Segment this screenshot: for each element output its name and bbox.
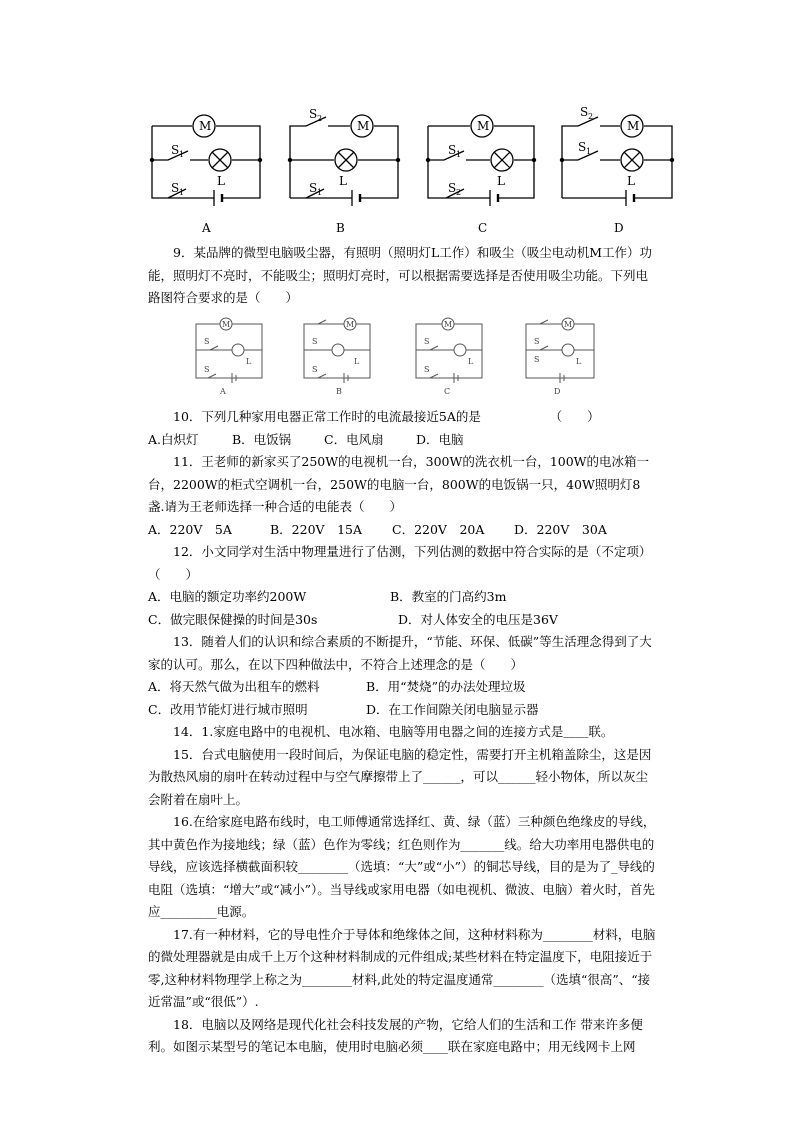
circuit-figure-abcd: [0, 0, 794, 240]
svg-text:A: A: [220, 387, 226, 396]
q11-option-b: B．220V 15A: [270, 521, 363, 537]
q10-option-b: B．电饭锅: [232, 431, 292, 447]
svg-text:1: 1: [456, 150, 462, 159]
question-14: 14．1.家庭电路中的电视机、电冰箱、电脑等用电器之间的连接方式是＿＿联。: [173, 724, 614, 739]
svg-text:S: S: [580, 105, 589, 119]
svg-text:B: B: [336, 387, 342, 396]
q12-option-a: A．电脑的额定功率约200W: [148, 589, 307, 604]
label-d: D: [614, 221, 624, 235]
svg-text:M: M: [444, 320, 453, 329]
question-12: 12．小文同学对生活中物理量进行了估测，下列估测的数据中符合实际的是（不定项）（ ）: [148, 544, 652, 582]
svg-text:2: 2: [456, 188, 462, 197]
question-10-options: [148, 429, 656, 452]
svg-text:S: S: [309, 107, 318, 121]
label-b: B: [336, 221, 345, 235]
circuit-b: [290, 115, 398, 206]
svg-text:1: 1: [317, 188, 323, 197]
svg-text:S: S: [312, 365, 318, 374]
q13-option-d: D．在工作间隙关闭电脑显示器: [366, 701, 539, 717]
svg-text:S: S: [309, 181, 318, 195]
question-16: 16.在给家庭电路布线时，电工师傅通常选择红、黄、绿（蓝）三种颜色绝缘皮的导线，其中黄色作为接地线；绿（蓝）色作为零线；红色则作为_______线。给大功率用电器供电的导线，应该选择横截面积较________（选填：“大”或“小”）的铜芯导线，目的是为了_导线的电阻（选填：“增大”或“减小”）。当导线或家用电器（如电视机、微波、电脑）着火时，首先应_________电源。: [148, 814, 656, 919]
question-12-options-ab: [148, 586, 656, 609]
q10-option-d: D．电脑: [416, 431, 464, 447]
question-11-options: [148, 519, 656, 542]
svg-text:S: S: [534, 337, 540, 346]
svg-text:L: L: [497, 174, 505, 188]
svg-text:D: D: [554, 387, 561, 396]
svg-text:M: M: [357, 119, 370, 133]
svg-text:M: M: [627, 119, 640, 133]
q10-option-c: C．电风扇: [324, 431, 384, 447]
label-a: A: [202, 221, 211, 235]
svg-text:M: M: [346, 320, 355, 329]
q10-option-a: A.白炽灯: [148, 431, 199, 447]
q12-option-b: B．教室的门高约3m: [390, 589, 507, 604]
svg-text:C: C: [444, 387, 451, 396]
svg-text:S: S: [204, 337, 210, 346]
q11-option-d: D．220V 30A: [514, 521, 607, 537]
svg-text:S: S: [171, 143, 180, 157]
svg-text:M: M: [222, 320, 231, 329]
q11-option-c: C．220V 20A: [392, 521, 485, 537]
svg-text:1: 1: [179, 150, 185, 159]
svg-text:L: L: [627, 174, 635, 188]
circuit-figure-q9: [0, 312, 794, 402]
q12-option-c: C．做完眼保健操的时间是30s: [148, 611, 318, 627]
svg-text:1: 1: [586, 147, 592, 156]
question-10: 10．下列几种家用电器正常工作时的电流最接近5A的是 （ ）: [173, 409, 600, 424]
question-12-options-cd: [148, 609, 656, 632]
svg-text:S: S: [424, 337, 430, 346]
q12-option-d: D．对人体安全的电压是36V: [398, 611, 558, 627]
svg-text:S: S: [424, 365, 430, 374]
svg-text:1: 1: [179, 188, 185, 197]
lamp-label: L: [217, 174, 225, 188]
svg-text:L: L: [576, 357, 582, 366]
question-9: 9．某品牌的微型电脑吸尘器，有照明（照明灯L工作）和吸尘（吸尘电动机M工作）功能，照明灯不亮时，不能吸尘；照明灯亮时，可以根据需要选择是否使用吸尘功能。下列电路图符合要求的是（ ）: [148, 245, 653, 305]
label-c: C: [478, 221, 488, 235]
question-15: 15．台式电脑使用一段时间后，为保证电脑的稳定性，需要打开主机箱盖除尘，这是因为散热风扇的扇叶在转动过程中与空气摩擦带上了______，可以______轻小物体，所以灰尘会附着在扇叶上。: [148, 746, 652, 807]
q13-option-c: C．改用节能灯进行城市照明: [148, 701, 308, 717]
svg-text:2: 2: [588, 112, 594, 121]
svg-text:M: M: [477, 119, 490, 133]
motor-label: M: [199, 119, 212, 133]
svg-text:S: S: [171, 181, 180, 195]
svg-text:S: S: [204, 365, 210, 374]
circuit-d: [562, 115, 672, 206]
svg-text:M: M: [564, 320, 573, 329]
q11-option-a: A．220V 5A: [148, 521, 232, 537]
question-11: 11．王老师的新家买了250W的电视机一台，300W的洗衣机一台，100W的电冰箱一台，2200W的柜式空调机一台，250W的电脑一台，800W的电饭锅一只，40W照明灯8盏.请为王老师选择一种合适的电能表（ ）: [148, 454, 650, 514]
svg-text:L: L: [246, 357, 252, 366]
svg-text:S: S: [312, 337, 318, 346]
svg-text:L: L: [468, 357, 474, 366]
question-18: 18．电脑以及网络是现代化社会科技发展的产物，它给人们的生活和工作 带来许多便利。如图示某型号的笔记本电脑，使用时电脑必须____联在家庭电路中；用无线网卡上网: [148, 1016, 643, 1054]
question-13-options-ab: [148, 676, 656, 699]
svg-text:L: L: [354, 357, 360, 366]
svg-text:L: L: [339, 174, 347, 188]
question-17: 17.有一种材料，它的导电性介于导体和绝缘体之间，这种材料称为________材料，电脑的微处理器就是由成千上万个这种材料制成的元件组成;某些材料在特定温度下，电阻接近于零,这种材料物理学上称之为________材料,此处的特定温度通常________（选填“很高”、“接近常温”或“很低”）.: [148, 926, 656, 1009]
q13-option-b: B．用“焚烧”的办法处理垃圾: [366, 679, 526, 694]
q13-option-a: A．将天然气做为出租车的燃料: [148, 679, 320, 694]
question-13: 13．随着人们的认识和综合素质的不断提升，“节能、环保、低碳”等生活理念得到了大家的认可。那么，在以下四种做法中，不符合上述理念的是（ ）: [148, 634, 652, 672]
q9-circuit-d: [526, 318, 594, 383]
svg-text:S: S: [578, 140, 587, 154]
svg-text:S: S: [448, 181, 457, 195]
svg-text:2: 2: [317, 114, 323, 123]
questions-block: [148, 406, 656, 1059]
svg-text:S: S: [448, 143, 457, 157]
svg-text:S: S: [534, 355, 540, 364]
question-13-options-cd: [148, 699, 656, 722]
